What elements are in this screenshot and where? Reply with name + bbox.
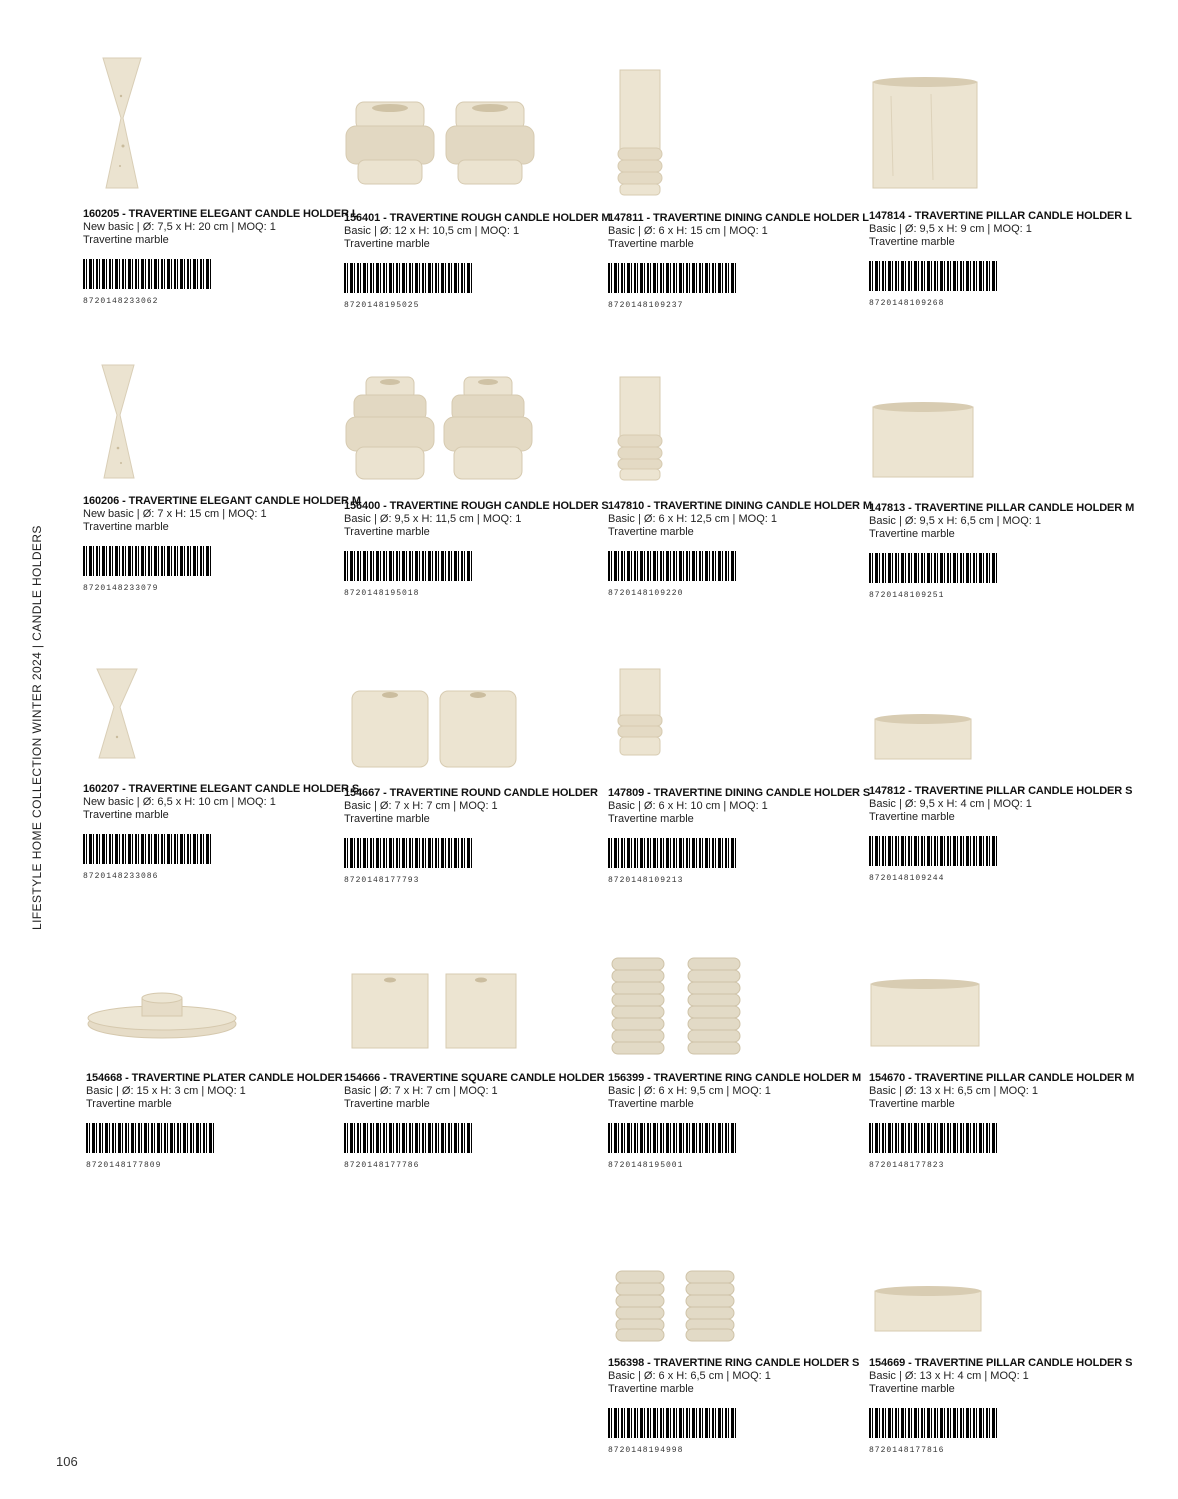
product-material: Travertine marble: [869, 236, 955, 248]
product-meta: New basic | Ø: 6,5 x H: 10 cm | MOQ: 1: [83, 796, 276, 808]
dining-candle-holder-image: [616, 375, 664, 483]
barcode: [608, 1408, 738, 1438]
ean-number: 8720148177823: [869, 1161, 945, 1170]
plate-candle-holder-image: [86, 990, 238, 1042]
ean-number: 8720148195018: [344, 589, 420, 598]
ring-candle-holder-pair-image: [610, 954, 744, 1056]
product-material: Travertine marble: [83, 521, 169, 533]
ean-number: 8720148177809: [86, 1161, 162, 1170]
barcode: [608, 263, 738, 293]
product-meta: New basic | Ø: 7 x H: 15 cm | MOQ: 1: [83, 508, 267, 520]
barcode: [344, 551, 474, 581]
product-image: [83, 50, 323, 200]
product-material: Travertine marble: [869, 1383, 955, 1395]
ean-number: 8720148233086: [83, 872, 159, 881]
product-material: Travertine marble: [344, 813, 430, 825]
product-title: 147811 - TRAVERTINE DINING CANDLE HOLDER L: [608, 212, 869, 224]
product-meta: Basic | Ø: 6 x H: 9,5 cm | MOQ: 1: [608, 1085, 771, 1097]
product-image: [344, 345, 584, 495]
ean-number: 8720148109244: [869, 874, 945, 883]
product-title: 147809 - TRAVERTINE DINING CANDLE HOLDER S: [608, 787, 871, 799]
product-material: Travertine marble: [344, 1098, 430, 1110]
ean-number: 8720148177786: [344, 1161, 420, 1170]
product-material: Travertine marble: [608, 813, 694, 825]
product-material: Travertine marble: [608, 1098, 694, 1110]
side-section-label: LIFESTYLE HOME COLLECTION WINTER 2024 | CANDLE HOLDERS: [30, 525, 44, 930]
product-image: [344, 50, 584, 200]
ean-number: 8720148177793: [344, 876, 420, 885]
barcode: [86, 1123, 216, 1153]
product-material: Travertine marble: [344, 238, 430, 250]
product-title: 147810 - TRAVERTINE DINING CANDLE HOLDER M: [608, 500, 872, 512]
product-meta: Basic | Ø: 6 x H: 12,5 cm | MOQ: 1: [608, 513, 777, 525]
barcode: [608, 1123, 738, 1153]
product-title: 156398 - TRAVERTINE RING CANDLE HOLDER S: [608, 1357, 860, 1369]
product-title: 156401 - TRAVERTINE ROUGH CANDLE HOLDER M: [344, 212, 611, 224]
product-image: [869, 50, 1109, 200]
barcode: [83, 259, 213, 289]
product-meta: Basic | Ø: 12 x H: 10,5 cm | MOQ: 1: [344, 225, 520, 237]
ean-number: 8720148109268: [869, 299, 945, 308]
barcode: [344, 1123, 474, 1153]
wide-pillar-candle-holder-image: [869, 978, 981, 1050]
ean-number: 8720148177816: [869, 1446, 945, 1455]
product-material: Travertine marble: [83, 809, 169, 821]
hourglass-candle-holder-image: [98, 363, 140, 481]
barcode: [608, 838, 738, 868]
product-material: Travertine marble: [869, 1098, 955, 1110]
product-meta: Basic | Ø: 13 x H: 6,5 cm | MOQ: 1: [869, 1085, 1038, 1097]
barcode: [869, 261, 999, 291]
product-image: [608, 635, 848, 785]
product-material: Travertine marble: [83, 234, 169, 246]
rough-candle-holder-pair-image: [344, 375, 544, 485]
product-image: [869, 920, 1109, 1070]
product-meta: Basic | Ø: 9,5 x H: 11,5 cm | MOQ: 1: [344, 513, 522, 525]
hourglass-candle-holder-image: [101, 56, 143, 191]
product-title: 147813 - TRAVERTINE PILLAR CANDLE HOLDER M: [869, 502, 1135, 514]
product-meta: Basic | Ø: 6 x H: 6,5 cm | MOQ: 1: [608, 1370, 771, 1382]
product-image: [608, 345, 848, 495]
product-material: Travertine marble: [869, 811, 955, 823]
product-image: [869, 1205, 1109, 1355]
square-candle-holder-pair-image: [350, 972, 530, 1052]
product-title: 147812 - TRAVERTINE PILLAR CANDLE HOLDER S: [869, 785, 1133, 797]
product-title: 156400 - TRAVERTINE ROUGH CANDLE HOLDER S: [344, 500, 609, 512]
product-material: Travertine marble: [608, 526, 694, 538]
barcode: [869, 1408, 999, 1438]
product-material: Travertine marble: [344, 526, 430, 538]
product-image: [608, 1205, 848, 1355]
product-image: [344, 635, 584, 785]
dining-candle-holder-image: [616, 68, 664, 198]
barcode: [869, 836, 999, 866]
product-title: 156399 - TRAVERTINE RING CANDLE HOLDER M: [608, 1072, 862, 1084]
ean-number: 8720148109237: [608, 301, 684, 310]
ean-number: 8720148109220: [608, 589, 684, 598]
product-title: 154668 - TRAVERTINE PLATER CANDLE HOLDER: [86, 1072, 343, 1084]
product-meta: New basic | Ø: 7,5 x H: 20 cm | MOQ: 1: [83, 221, 276, 233]
barcode: [344, 838, 474, 868]
product-image: [608, 920, 848, 1070]
product-image: [869, 345, 1109, 495]
product-meta: Basic | Ø: 7 x H: 7 cm | MOQ: 1: [344, 1085, 498, 1097]
ean-number: 8720148233079: [83, 584, 159, 593]
product-title: 160207 - TRAVERTINE ELEGANT CANDLE HOLDER S: [83, 783, 360, 795]
barcode: [83, 546, 213, 576]
ean-number: 8720148195001: [608, 1161, 684, 1170]
product-title: 154666 - TRAVERTINE SQUARE CANDLE HOLDER: [344, 1072, 605, 1084]
barcode: [869, 1123, 999, 1153]
product-meta: Basic | Ø: 9,5 x H: 9 cm | MOQ: 1: [869, 223, 1032, 235]
ean-number: 8720148195025: [344, 301, 420, 310]
product-meta: Basic | Ø: 6 x H: 15 cm | MOQ: 1: [608, 225, 768, 237]
product-title: 147814 - TRAVERTINE PILLAR CANDLE HOLDER L: [869, 210, 1132, 222]
ean-number: 8720148109251: [869, 591, 945, 600]
product-title: 154669 - TRAVERTINE PILLAR CANDLE HOLDER S: [869, 1357, 1133, 1369]
product-meta: Basic | Ø: 15 x H: 3 cm | MOQ: 1: [86, 1085, 246, 1097]
product-meta: Basic | Ø: 9,5 x H: 6,5 cm | MOQ: 1: [869, 515, 1042, 527]
product-meta: Basic | Ø: 9,5 x H: 4 cm | MOQ: 1: [869, 798, 1032, 810]
product-image: [86, 920, 326, 1070]
product-image: [344, 920, 584, 1070]
ean-number: 8720148109213: [608, 876, 684, 885]
product-title: 154667 - TRAVERTINE ROUND CANDLE HOLDER: [344, 787, 598, 799]
rough-candle-holder-pair-image: [344, 98, 544, 190]
product-material: Travertine marble: [86, 1098, 172, 1110]
pillar-candle-holder-image: [871, 76, 979, 192]
product-title: 154670 - TRAVERTINE PILLAR CANDLE HOLDER M: [869, 1072, 1135, 1084]
product-material: Travertine marble: [869, 528, 955, 540]
product-image: [83, 635, 323, 785]
product-title: 160205 - TRAVERTINE ELEGANT CANDLE HOLDER L: [83, 208, 359, 220]
product-image: [608, 50, 848, 200]
pillar-candle-holder-image: [871, 401, 975, 481]
pillar-candle-holder-image: [873, 713, 973, 763]
barcode: [608, 551, 738, 581]
round-candle-holder-pair-image: [350, 687, 540, 771]
product-title: 160206 - TRAVERTINE ELEGANT CANDLE HOLDER M: [83, 495, 361, 507]
product-material: Travertine marble: [608, 238, 694, 250]
ean-number: 8720148233062: [83, 297, 159, 306]
wide-pillar-candle-holder-image: [873, 1285, 985, 1335]
barcode: [869, 553, 999, 583]
product-image: [83, 345, 323, 495]
page-number: 106: [56, 1454, 78, 1469]
barcode: [83, 834, 213, 864]
dining-candle-holder-image: [616, 667, 664, 759]
barcode: [344, 263, 474, 293]
ring-candle-holder-pair-image: [614, 1269, 744, 1343]
ean-number: 8720148194998: [608, 1446, 684, 1455]
product-image: [869, 635, 1109, 785]
product-meta: Basic | Ø: 6 x H: 10 cm | MOQ: 1: [608, 800, 768, 812]
hourglass-candle-holder-image: [93, 667, 141, 761]
product-meta: Basic | Ø: 13 x H: 4 cm | MOQ: 1: [869, 1370, 1029, 1382]
product-material: Travertine marble: [608, 1383, 694, 1395]
product-meta: Basic | Ø: 7 x H: 7 cm | MOQ: 1: [344, 800, 498, 812]
